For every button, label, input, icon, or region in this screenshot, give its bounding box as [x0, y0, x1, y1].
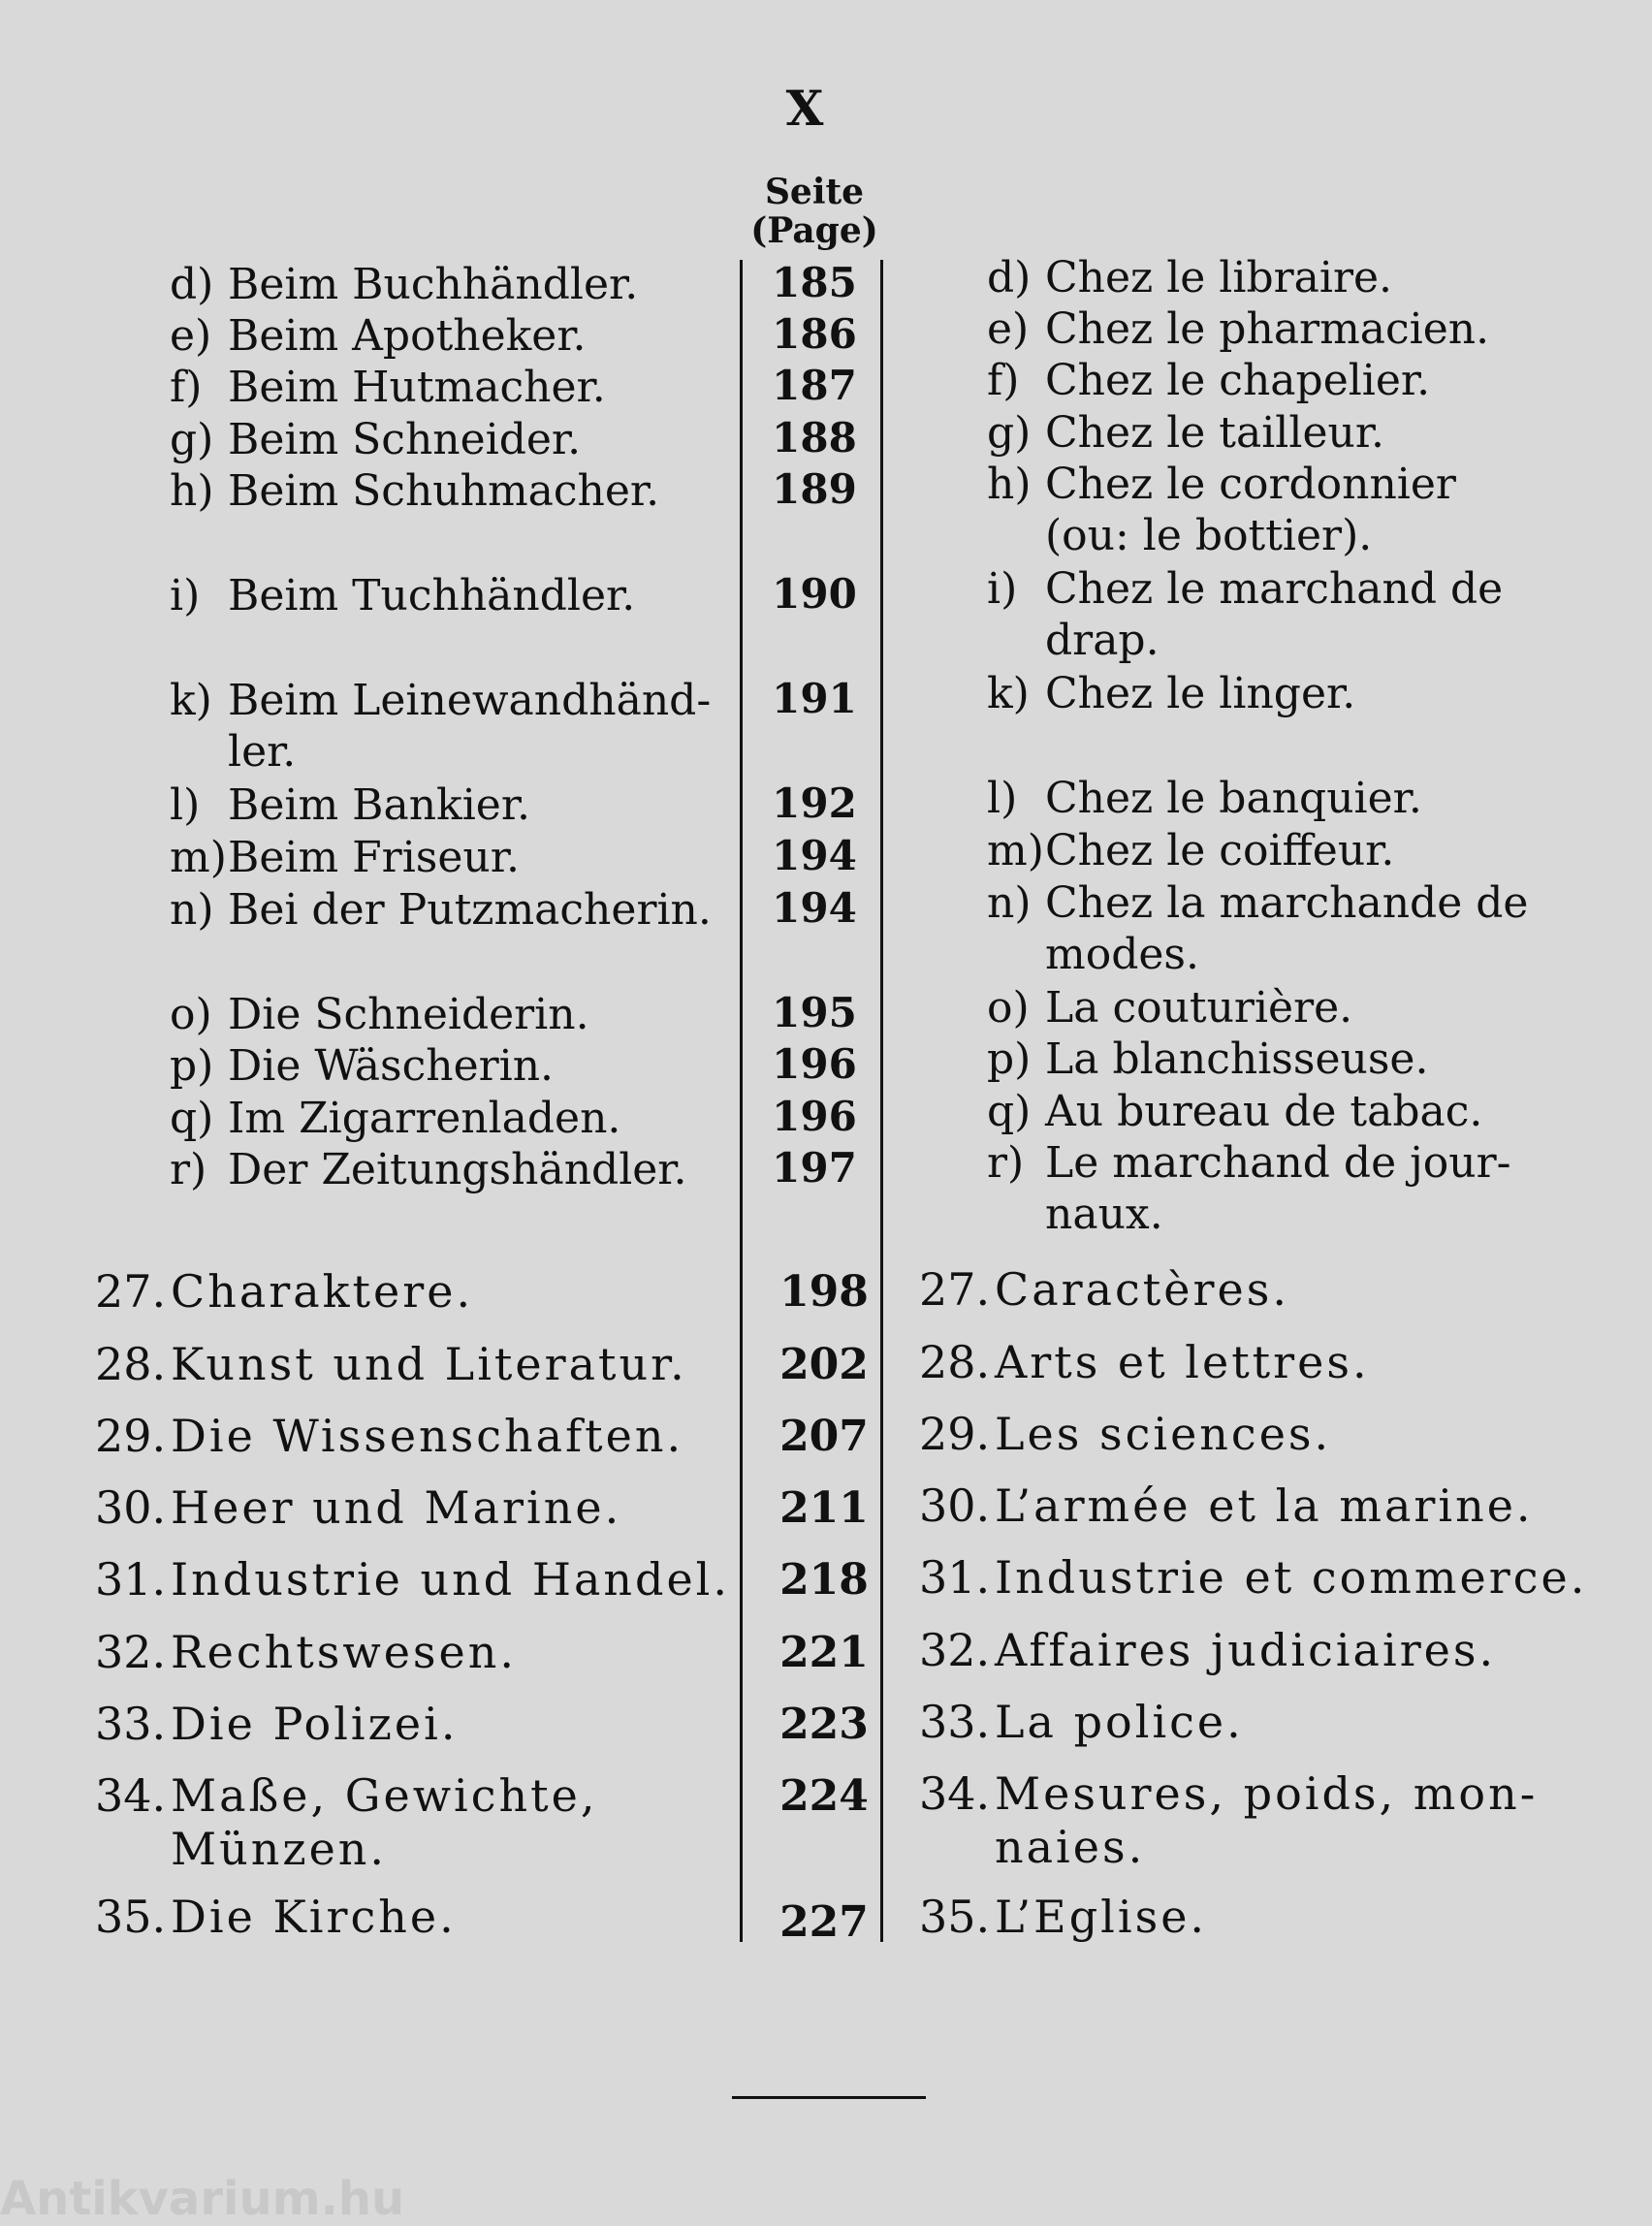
fr-entry: r) Le marchand de jour- naux.	[987, 1138, 1511, 1239]
de-entry: k) Beim Leinewandhänd- ler.	[170, 676, 712, 777]
de-entry: p) Die Wäscherin.	[170, 1041, 555, 1091]
de-entry: m)Beim Friseur.	[170, 833, 520, 882]
de-chapter: 30. Heer und Marine.	[95, 1481, 622, 1534]
column-divider-right	[880, 260, 883, 1942]
de-chapter: 33. Die Polizei.	[95, 1698, 459, 1750]
fr-entry: k) Chez le linger.	[987, 669, 1356, 718]
fr-chapter: 27. Caractères.	[919, 1263, 1289, 1316]
chapter-page-ref: 211	[779, 1483, 869, 1533]
page-ref: 192	[772, 779, 857, 827]
page-ref: 187	[772, 362, 857, 409]
de-entry: n) Bei der Putzmacherin.	[170, 885, 712, 935]
header-seite: Seite	[764, 172, 865, 212]
fr-chapter: 30. L’armée et la marine.	[919, 1479, 1534, 1532]
chapter-page-ref: 224	[779, 1771, 869, 1821]
column-divider-left	[740, 260, 743, 1942]
fr-entry: m)Chez le coiffeur.	[987, 826, 1395, 875]
watermark: Antikvarium.hu	[0, 2172, 405, 2226]
footer-rule	[732, 2096, 926, 2099]
de-entry: q) Im Zigarrenladen.	[170, 1094, 621, 1143]
de-entry: r) Der Zeitungshändler.	[170, 1145, 687, 1194]
fr-chapter: 28. Arts et lettres.	[919, 1336, 1370, 1388]
de-entry: o) Die Schneiderin.	[170, 990, 589, 1039]
chapter-page-ref: 218	[779, 1555, 869, 1605]
page-ref: 188	[772, 414, 857, 461]
page-number: X	[785, 80, 824, 137]
chapter-page-ref: 223	[779, 1700, 869, 1749]
page-ref: 195	[772, 989, 857, 1036]
de-chapter: 28. Kunst und Literatur.	[95, 1338, 687, 1390]
chapter-page-ref: 221	[779, 1628, 869, 1677]
de-entry: e) Beim Apotheker.	[170, 311, 587, 361]
de-chapter: 34. Maße, Gewichte, Münzen.	[95, 1769, 598, 1875]
de-entry: l) Beim Bankier.	[170, 780, 531, 830]
fr-chapter: 33. La police.	[919, 1696, 1244, 1748]
fr-entry: f) Chez le chapelier.	[987, 356, 1431, 405]
chapter-page-ref: 198	[779, 1267, 869, 1317]
fr-entry: e) Chez le pharmacien.	[987, 304, 1490, 354]
fr-chapter: 35. L’Eglise.	[919, 1891, 1208, 1943]
fr-entry: l) Chez le banquier.	[987, 774, 1422, 823]
de-entry: h) Beim Schuhmacher.	[170, 466, 660, 516]
page-ref: 194	[772, 832, 857, 879]
header-page: (Page)	[750, 210, 878, 251]
de-entry: f) Beim Hutmacher.	[170, 363, 606, 412]
fr-chapter: 34. Mesures, poids, mon- naies.	[919, 1767, 1539, 1873]
fr-entry: n) Chez la marchande de modes.	[987, 878, 1529, 979]
de-chapter: 32. Rechtswesen.	[95, 1626, 518, 1678]
de-chapter: 35. Die Kirche.	[95, 1891, 457, 1943]
fr-entry: h) Chez le cordonnier (ou: le bottier).	[987, 460, 1456, 560]
page-ref: 194	[772, 884, 857, 932]
fr-entry: d) Chez le libraire.	[987, 253, 1393, 302]
de-entry: i) Beim Tuchhändler.	[170, 571, 636, 620]
fr-entry: g) Chez le tailleur.	[987, 408, 1385, 458]
page-ref: 197	[772, 1144, 857, 1192]
page-ref: 186	[772, 310, 857, 358]
fr-chapter: 31. Industrie et commerce.	[919, 1551, 1588, 1604]
page-ref: 196	[772, 1093, 857, 1140]
fr-entry: o) La couturière.	[987, 983, 1353, 1033]
fr-chapter: 29. Les sciences.	[919, 1408, 1332, 1460]
fr-entry: i) Chez le marchand de drap.	[987, 564, 1504, 665]
fr-chapter: 32. Affaires judiciaires.	[919, 1624, 1497, 1676]
fr-entry: q) Au bureau de tabac.	[987, 1087, 1483, 1136]
de-chapter: 29. Die Wissenschaften.	[95, 1410, 684, 1462]
page-ref: 185	[772, 259, 857, 306]
page-ref: 190	[772, 570, 857, 618]
page-ref: 196	[772, 1040, 857, 1088]
de-chapter: 27. Charaktere.	[95, 1265, 474, 1318]
chapter-page-ref: 227	[779, 1897, 869, 1947]
fr-entry: p) La blanchisseuse.	[987, 1034, 1429, 1084]
page-ref: 189	[772, 465, 857, 513]
de-entry: d) Beim Buchhändler.	[170, 260, 639, 309]
chapter-page-ref: 207	[779, 1412, 869, 1461]
page-ref: 191	[772, 675, 857, 722]
de-entry: g) Beim Schneider.	[170, 415, 582, 464]
chapter-page-ref: 202	[779, 1340, 869, 1389]
de-chapter: 31. Industrie und Handel.	[95, 1553, 730, 1606]
